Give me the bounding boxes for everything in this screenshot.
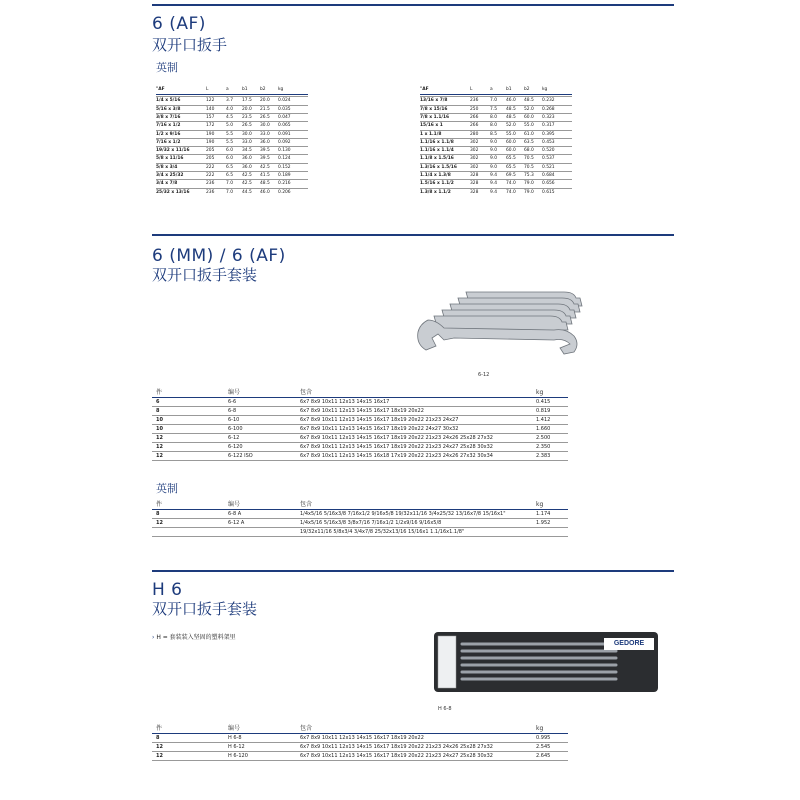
spec-cell: 65.5 xyxy=(506,164,516,170)
spec-cell: 74.0 xyxy=(506,181,516,187)
spec-cell: 0.124 xyxy=(278,156,291,162)
spec-header-cell: kg xyxy=(542,87,548,92)
set-cell: 6x7 8x9 10x11 12x13 14x15 16x17 18x19 20x22 21x23 24x27 25x28 30x32 xyxy=(300,444,493,450)
spec-cell: 52.0 xyxy=(506,123,516,129)
spec-cell: 236 xyxy=(206,181,215,187)
set-header-cell: 包含 xyxy=(300,501,313,508)
spec-cell: 26.5 xyxy=(242,123,252,129)
spec-cell: 280 xyxy=(470,131,479,137)
spec-cell: 0.206 xyxy=(278,189,291,195)
set-cell: 6-8 xyxy=(228,408,237,414)
spec-cell: 1.1/8 x 1.5/16 xyxy=(420,156,454,162)
spec-cell: 0.091 xyxy=(278,131,291,137)
section-rule xyxy=(152,570,674,572)
set-cell: 12 xyxy=(156,444,163,450)
spec-cell: 1 x 1.1/8 xyxy=(420,131,442,137)
spec-cell: 48.5 xyxy=(260,181,270,187)
spec-cell: 9.0 xyxy=(490,139,497,145)
section-label: 英制 xyxy=(156,61,178,74)
spec-cell: 9.4 xyxy=(490,189,497,195)
spec-cell: 0.520 xyxy=(542,148,555,154)
set-cell: 0.819 xyxy=(536,408,551,414)
set-cell: 10 xyxy=(156,417,163,423)
spec-cell: 13/16 x 7/8 xyxy=(420,98,448,104)
spec-cell: 302 xyxy=(470,164,479,170)
spec-cell: 26.5 xyxy=(260,114,270,120)
set-cell: 6-122 ISO xyxy=(228,453,253,459)
spec-row xyxy=(420,188,572,197)
spec-cell: 6.5 xyxy=(226,173,233,178)
spec-cell: 70.5 xyxy=(524,156,534,162)
set-cell: H 6-8 xyxy=(228,735,242,741)
spec-cell: 0.684 xyxy=(542,173,555,178)
set-cell: 1.412 xyxy=(536,417,551,423)
spec-cell: 9.0 xyxy=(490,148,497,154)
spec-cell: 41.5 xyxy=(260,173,270,178)
image-caption: H 6-8 xyxy=(438,706,452,712)
spec-cell: 17.5 xyxy=(242,98,252,104)
spec-cell: 0.453 xyxy=(542,139,555,145)
spec-cell: 63.5 xyxy=(524,139,534,145)
spec-header-cell: b2 xyxy=(260,87,266,92)
spec-cell: 5/16 x 3/8 xyxy=(156,106,181,112)
set-cell: 6-100 xyxy=(228,426,243,432)
spec-header-cell: b2 xyxy=(524,87,530,92)
spec-cell: 30.0 xyxy=(260,123,270,129)
spec-cell: 7/16 x 1/2 xyxy=(156,139,181,145)
spec-cell: 3.7 xyxy=(226,98,233,104)
spec-cell: 0.395 xyxy=(542,131,555,137)
section-title: 6 (AF) xyxy=(152,14,206,34)
set-cell: H 6-12 xyxy=(228,744,245,750)
spec-cell: 0.615 xyxy=(542,189,555,195)
spec-cell: 266 xyxy=(470,114,479,120)
spec-cell: 44.5 xyxy=(242,189,252,195)
spec-cell: 157 xyxy=(206,114,215,120)
spec-header-cell: b1 xyxy=(506,87,512,92)
spec-cell: 23.5 xyxy=(242,114,252,120)
spec-cell: 0.537 xyxy=(542,156,555,162)
spec-cell: 0.189 xyxy=(278,173,291,178)
imperial-label: 英制 xyxy=(156,482,178,495)
set-cell: 6x7 8x9 10x11 12x13 14x15 16x17 18x19 20x22 21x23 24x27 25x28 30x32 xyxy=(300,753,493,759)
spec-cell: 236 xyxy=(206,189,215,195)
set-cell: 10 xyxy=(156,426,163,432)
spec-cell: 0.130 xyxy=(278,148,291,154)
spec-cell: 205 xyxy=(206,148,215,154)
spec-cell: 205 xyxy=(206,156,215,162)
spec-header-cell: kg xyxy=(278,87,284,92)
set-cell: 1.174 xyxy=(536,511,551,517)
spec-cell: 0.152 xyxy=(278,164,291,170)
spec-cell: 9.0 xyxy=(490,164,497,170)
spec-cell: 15/16 x 1 xyxy=(420,123,443,129)
spec-cell: 7.0 xyxy=(490,98,497,104)
spec-cell: 36.0 xyxy=(242,156,252,162)
spec-cell: 7.0 xyxy=(226,181,233,187)
spec-cell: 1.1/16 x 1.1/4 xyxy=(420,148,454,154)
spec-cell: 0.656 xyxy=(542,181,555,187)
set-cell: 2.383 xyxy=(536,453,551,459)
brand-logo: GEDORE xyxy=(613,640,645,647)
set-table-mm xyxy=(152,388,568,461)
set-cell: 6-12 xyxy=(228,435,240,441)
spec-cell: 9.4 xyxy=(490,173,497,178)
spec-cell: 79.0 xyxy=(524,189,534,195)
set-cell: 2.645 xyxy=(536,753,551,759)
spec-cell: 0.216 xyxy=(278,181,291,187)
set-header-cell: 编号 xyxy=(228,389,241,396)
section-rule xyxy=(152,234,674,236)
spec-cell: 3/8 x 7/16 xyxy=(156,114,181,120)
set-cell: 2.500 xyxy=(536,435,551,441)
set-row xyxy=(152,743,568,752)
spec-cell: 1.1/16 x 1.1/8 xyxy=(420,139,454,145)
spec-cell: 42.5 xyxy=(260,164,270,170)
spec-cell: 0.024 xyxy=(278,98,291,104)
spec-cell: 21.5 xyxy=(260,106,270,112)
spec-cell: 46.0 xyxy=(260,189,270,195)
set-cell: 2.350 xyxy=(536,444,551,450)
set-cell: 6x7 8x9 10x11 12x13 14x15 16x17 18x19 20x22 xyxy=(300,735,424,741)
set-row xyxy=(152,398,568,407)
spec-cell: 55.0 xyxy=(506,131,516,137)
set-cell: 6x7 8x9 10x11 12x13 14x15 16x18 17x19 20x22 21x23 24x26 27x32 30x34 xyxy=(300,453,493,459)
spec-cell: 55.0 xyxy=(524,123,534,129)
spec-cell: 74.0 xyxy=(506,189,516,195)
section-subtitle: 双开口扳手套装 xyxy=(152,266,258,284)
set-cell: 1.952 xyxy=(536,520,551,526)
spec-cell: 9.4 xyxy=(490,181,497,187)
spec-cell: 0.065 xyxy=(278,123,291,129)
set-cell: 12 xyxy=(156,435,163,441)
spec-cell: 302 xyxy=(470,148,479,154)
set-cell: 6x7 8x9 10x11 12x13 14x15 16x17 18x19 20x22 21x23 24x26 25x28 27x32 xyxy=(300,435,493,441)
spec-cell: 48.5 xyxy=(506,114,516,120)
spec-header-cell: L xyxy=(206,87,209,92)
spec-cell: 1/4 x 5/16 xyxy=(156,98,181,104)
set-header-row xyxy=(152,724,568,734)
spec-cell: 4.0 xyxy=(226,106,233,112)
spec-cell: 5.5 xyxy=(226,139,233,145)
spec-cell: 302 xyxy=(470,156,479,162)
set-cell: 6-6 xyxy=(228,399,237,405)
spec-cell: 5/8 x 3/4 xyxy=(156,164,178,170)
set-header-cell: 件 xyxy=(156,389,163,396)
spec-header-cell: "AF xyxy=(156,87,165,92)
spec-cell: 39.5 xyxy=(260,156,270,162)
set-cell: 6 xyxy=(156,399,160,405)
spec-cell: 328 xyxy=(470,173,479,178)
spec-cell: 172 xyxy=(206,123,215,129)
set-table-h xyxy=(152,724,568,761)
spec-row xyxy=(156,188,308,197)
set-cell: 6-120 xyxy=(228,444,243,450)
set-cell: 1.660 xyxy=(536,426,551,432)
spec-cell: 0.323 xyxy=(542,114,555,120)
spec-cell: 250 xyxy=(470,106,479,112)
spec-cell: 236 xyxy=(470,98,479,104)
set-row xyxy=(152,407,568,416)
spec-cell: 7.5 xyxy=(490,106,497,112)
set-cell: 6-8 A xyxy=(228,511,242,517)
set-row xyxy=(152,752,568,761)
spec-cell: 9.0 xyxy=(490,156,497,162)
spec-cell: 79.0 xyxy=(524,181,534,187)
spec-cell: 65.5 xyxy=(506,156,516,162)
spec-cell: 1.5/16 x 1.1/2 xyxy=(420,181,454,187)
set-cell: 0.415 xyxy=(536,399,551,405)
set-cell: 6x7 8x9 10x11 12x13 14x15 16x17 18x19 20x22 21x23 24x26 25x28 27x32 xyxy=(300,744,493,750)
set-cell: 1/4x5/16 5/16x3/8 3/8x7/16 7/16x1/2 1/2x9/16 9/16x5/8 xyxy=(300,520,442,526)
spec-cell: 5.5 xyxy=(226,131,233,137)
spec-header-cell: a xyxy=(490,87,493,92)
set-cell: 2.545 xyxy=(536,744,551,750)
set-row xyxy=(152,443,568,452)
set-cell: 12 xyxy=(156,520,163,526)
set-header-cell: kg xyxy=(536,725,544,732)
note-line xyxy=(152,632,236,641)
spec-cell: 19/32 x 11/16 xyxy=(156,148,190,154)
chevron-right-icon: › xyxy=(152,634,155,641)
set-header-cell: 编号 xyxy=(228,725,241,732)
spec-cell: 0.268 xyxy=(542,106,555,112)
set-header-cell: kg xyxy=(536,389,544,396)
spec-cell: 70.5 xyxy=(524,164,534,170)
set-cell: 6x7 8x9 10x11 12x13 14x15 16x17 xyxy=(300,399,390,405)
spec-cell: 36.0 xyxy=(242,164,252,170)
spec-cell: 39.5 xyxy=(260,148,270,154)
spec-cell: 328 xyxy=(470,189,479,195)
set-header-cell: 件 xyxy=(156,725,163,732)
spec-cell: 75.3 xyxy=(524,173,534,178)
spec-cell: 48.5 xyxy=(524,98,534,104)
set-cell: 6x7 8x9 10x11 12x13 14x15 16x17 18x19 20x22 24x27 30x32 xyxy=(300,426,459,432)
spec-cell: 60.0 xyxy=(506,148,516,154)
spec-cell: 20.0 xyxy=(260,98,270,104)
spec-cell: 20.0 xyxy=(242,106,252,112)
set-cell: 6-12 A xyxy=(228,520,245,526)
spec-header-cell: a xyxy=(226,87,229,92)
spec-cell: 0.317 xyxy=(542,123,555,129)
spec-cell: 6.0 xyxy=(226,148,233,154)
spec-cell: 1.3/16 x 1.5/16 xyxy=(420,164,457,170)
set-header-cell: 包含 xyxy=(300,389,313,396)
section-title: 6 (MM) / 6 (AF) xyxy=(152,246,286,266)
set-row xyxy=(152,519,568,528)
spec-cell: 7/8 x 1.1/16 xyxy=(420,114,450,120)
spec-cell: 3/4 x 7/8 xyxy=(156,181,178,187)
set-cell: 6x7 8x9 10x11 12x13 14x15 16x17 18x19 20x22 xyxy=(300,408,424,414)
set-header-row xyxy=(152,388,568,398)
set-header-cell: 编号 xyxy=(228,501,241,508)
set-row xyxy=(152,734,568,743)
set-cell: 0.995 xyxy=(536,735,551,741)
spec-cell: 7/8 x 15/16 xyxy=(420,106,448,112)
spec-cell: 8.0 xyxy=(490,114,497,120)
spec-cell: 1/2 x 9/16 xyxy=(156,131,181,137)
spec-cell: 52.0 xyxy=(524,106,534,112)
spec-cell: 328 xyxy=(470,181,479,187)
set-row xyxy=(152,416,568,425)
spec-cell: 5/8 x 11/16 xyxy=(156,156,184,162)
spec-cell: 0.232 xyxy=(542,98,555,104)
spec-cell: 33.0 xyxy=(242,139,252,145)
set-cell: 12 xyxy=(156,753,163,759)
spec-cell: 222 xyxy=(206,173,215,178)
spec-cell: 0.092 xyxy=(278,139,291,145)
spec-cell: 0.035 xyxy=(278,106,291,112)
spec-cell: 68.0 xyxy=(524,148,534,154)
spec-cell: 8.5 xyxy=(490,131,497,137)
spec-header-row xyxy=(420,86,572,95)
set-cell: 8 xyxy=(156,511,160,517)
spec-cell: 6.5 xyxy=(226,164,233,170)
spec-cell: 190 xyxy=(206,139,215,145)
spec-cell: 33.0 xyxy=(260,131,270,137)
spec-cell: 302 xyxy=(470,139,479,145)
section-rule xyxy=(152,4,674,6)
set-cell: 19/32x11/16 5/8x3/4 3/4x7/8 25/32x13/16 15/16x1 1.1/16x1.1/8" xyxy=(300,529,465,535)
spec-cell: 42.5 xyxy=(242,173,252,178)
spec-cell: 122 xyxy=(206,98,215,104)
set-row xyxy=(152,510,568,519)
set-row xyxy=(152,434,568,443)
spec-header-cell: "AF xyxy=(420,87,429,92)
spec-cell: 46.0 xyxy=(506,98,516,104)
spec-cell: 222 xyxy=(206,164,215,170)
spec-cell: 7.0 xyxy=(226,189,233,195)
spec-header-cell: L xyxy=(470,87,473,92)
set-row xyxy=(152,528,568,537)
spec-cell: 3/4 x 25/32 xyxy=(156,173,184,178)
set-header-cell: kg xyxy=(536,501,544,508)
spec-header-row xyxy=(156,86,308,95)
spec-cell: 69.5 xyxy=(506,173,516,178)
holder-image xyxy=(434,632,658,692)
spec-cell: 36.0 xyxy=(260,139,270,145)
spec-cell: 34.5 xyxy=(242,148,252,154)
set-header-row xyxy=(152,500,568,510)
set-cell: 6-10 xyxy=(228,417,240,423)
section-subtitle: 双开口扳手套装 xyxy=(152,600,258,618)
spec-cell: 0.521 xyxy=(542,164,555,170)
spec-cell: 6.0 xyxy=(226,156,233,162)
set-cell: 12 xyxy=(156,744,163,750)
set-cell: H 6-120 xyxy=(228,753,248,759)
spec-cell: 190 xyxy=(206,131,215,137)
set-cell: 1/4x5/16 5/16x3/8 7/16x1/2 9/16x5/8 19/32x11/16 3/4x25/32 13/16x7/8 15/16x1" xyxy=(300,511,506,517)
set-header-cell: 包含 xyxy=(300,725,313,732)
section-title: H 6 xyxy=(152,580,183,600)
note-text: H = 套装装入坚固的塑料架里 xyxy=(156,634,236,641)
set-row xyxy=(152,425,568,434)
spec-cell: 1.1/4 x 1.3/8 xyxy=(420,173,451,178)
image-caption: 6-12 xyxy=(478,372,490,378)
set-header-cell: 件 xyxy=(156,501,163,508)
spec-cell: 0.047 xyxy=(278,114,291,120)
set-row xyxy=(152,452,568,461)
spec-cell: 5.0 xyxy=(226,123,233,129)
spec-cell: 61.0 xyxy=(524,131,534,137)
spec-cell: 60.0 xyxy=(506,139,516,145)
set-cell: 8 xyxy=(156,408,160,414)
spec-cell: 42.5 xyxy=(242,181,252,187)
spec-cell: 1.3/8 x 1.1/2 xyxy=(420,189,451,195)
set-table-af xyxy=(152,500,568,537)
spec-cell: 30.0 xyxy=(242,131,252,137)
spec-cell: 266 xyxy=(470,123,479,129)
set-cell: 8 xyxy=(156,735,160,741)
spec-cell: 60.0 xyxy=(524,114,534,120)
spec-cell: 140 xyxy=(206,106,215,112)
set-cell: 12 xyxy=(156,453,163,459)
spec-cell: 4.5 xyxy=(226,114,233,120)
spec-cell: 25/32 x 13/16 xyxy=(156,189,190,195)
spec-header-cell: b1 xyxy=(242,87,248,92)
section-subtitle: 双开口扳手 xyxy=(152,36,228,54)
spec-cell: 48.5 xyxy=(506,106,516,112)
set-cell: 6x7 8x9 10x11 12x13 14x15 16x17 18x19 20x22 21x23 24x27 xyxy=(300,417,459,423)
wrench-set-image xyxy=(414,284,586,370)
spec-cell: 8.0 xyxy=(490,123,497,129)
spec-cell: 7/16 x 1/2 xyxy=(156,123,181,129)
